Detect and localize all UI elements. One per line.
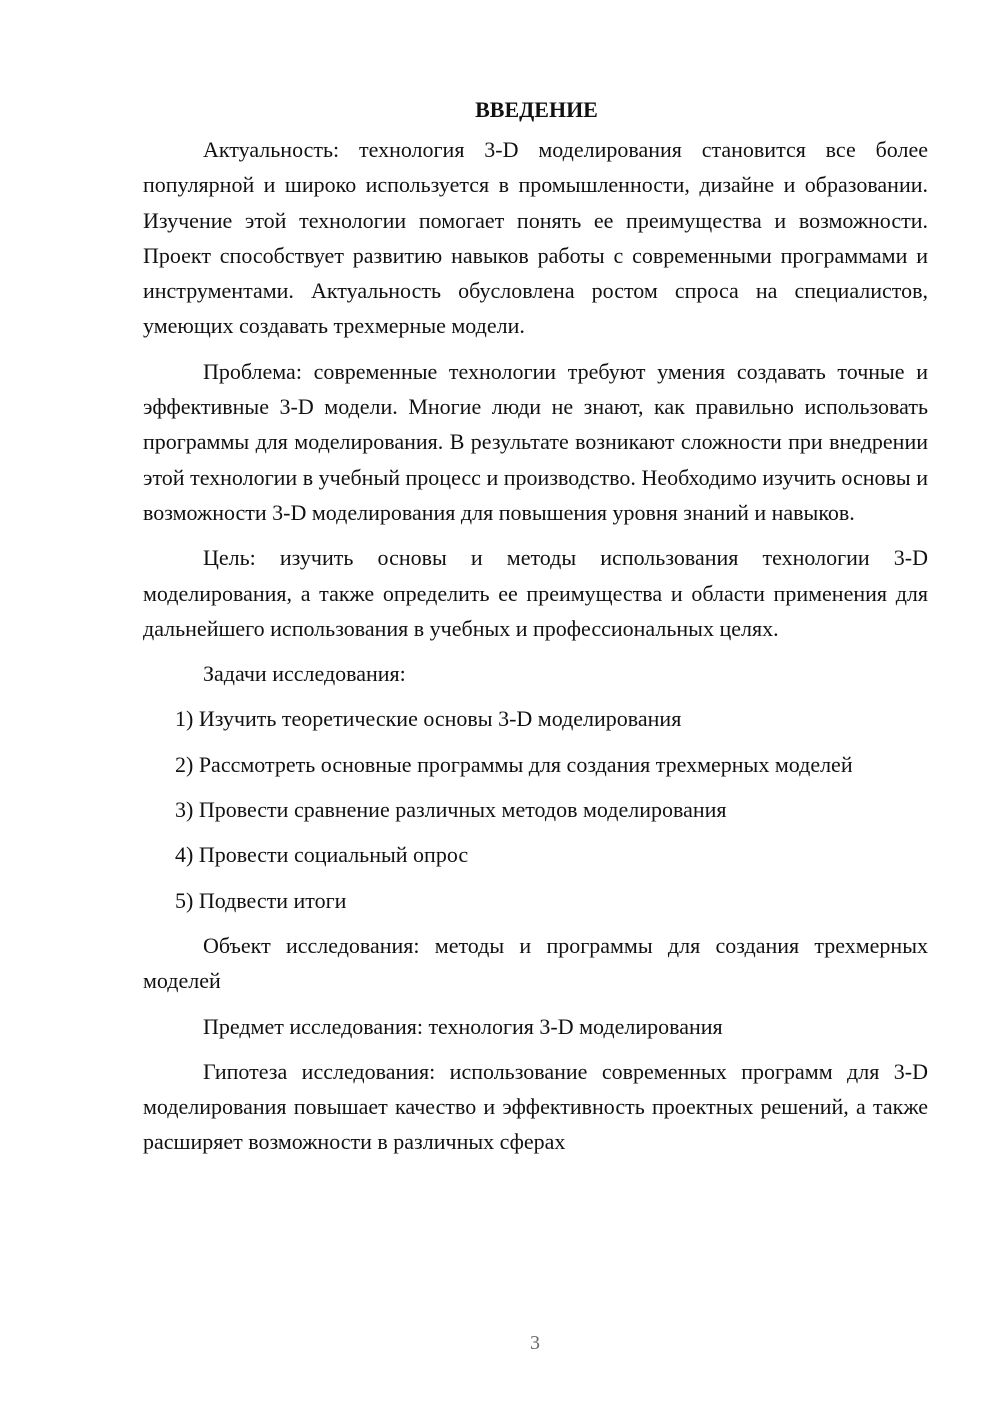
object-paragraph: Объект исследования: методы и программы для создания трехмерных моделей: [143, 932, 928, 994]
tasks-title: Задачи исследования:: [203, 661, 406, 687]
goal-paragraph: Цель: изучить основы и методы использования технологии 3-D моделирования, а также определить ее преимущества и области применения для дальнейшего использования в учебных и профессиональных целях.: [143, 545, 928, 641]
document-page: [143, 92, 928, 1170]
task-item-3: 3) Провести сравнение различных методов моделирования: [175, 797, 727, 823]
page-title: ВВЕДЕНИЕ: [475, 97, 598, 122]
task-item-5: 5) Подвести итоги: [175, 887, 347, 913]
relevance-paragraph: Актуальность: технология 3-D моделирования становится все более популярной и широко используется в промышленности, дизайне и образовании. Изучение этой технологии помогает понять ее преимущества и возможности. Проект способствует развитию навыков работы с современными программами и инструментами. Актуальность обусловлена ростом спроса на специалистов, умеющих создавать трехмерные модели.: [143, 137, 928, 339]
page-number: 3: [530, 1332, 540, 1354]
task-item-4: 4) Провести социальный опрос: [175, 842, 469, 868]
task-item-2: 2) Рассмотреть основные программы для создания трехмерных моделей: [175, 751, 853, 777]
subject-paragraph: Предмет исследования: технология 3-D моделирования: [203, 1013, 723, 1039]
problem-paragraph: Проблема: современные технологии требуют умения создавать точные и эффективные 3-D модели. Многие люди не знают, как правильно использовать программы для моделирования. В результате возникают сложности при внедрении этой технологии в учебный процесс и производство. Необходимо изучить основы и возможности 3-D моделирования для повышения уровня знаний и навыков.: [143, 358, 928, 525]
task-item-1: 1) Изучить теоретические основы 3-D моделирования: [175, 706, 682, 732]
hypothesis-paragraph: Гипотеза исследования: использование современных программ для 3-D моделирования повышает качество и эффективность проектных решений, а также расширяет возможности в различных сферах: [143, 1058, 928, 1155]
